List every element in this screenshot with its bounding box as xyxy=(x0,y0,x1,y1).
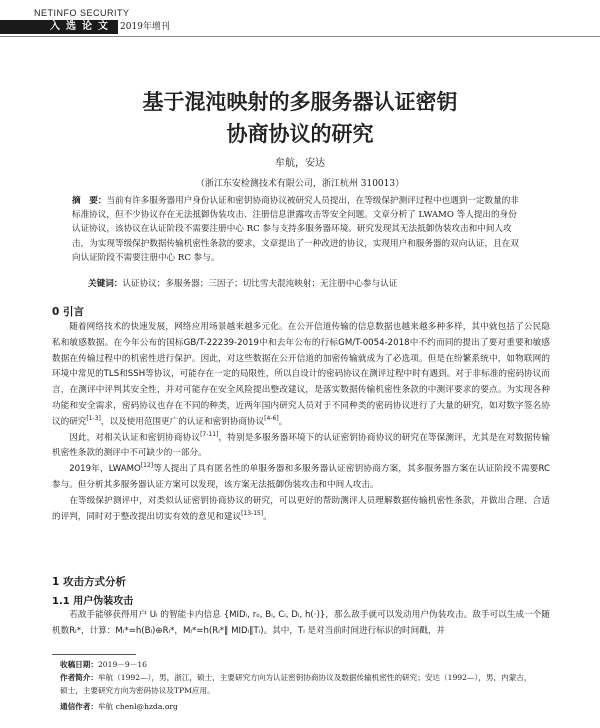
header-divider xyxy=(0,36,600,37)
footnote-divider xyxy=(52,654,136,655)
issue-label: 2019年增刊 xyxy=(120,22,170,32)
paragraph-3: 2019年，LWAMO[12]等人提出了具有匿名性的单服务器和多服务器认证密钥协商方案，其多服务器方案在认证阶段不需要RC参与。但分析其多服务器认证方案可以发现，该方案无法抵御伪装攻击和中间人攻击。 xyxy=(52,462,550,490)
citation: [4-6] xyxy=(264,414,279,422)
paper-title-line-2: 协商协议的研究 xyxy=(226,122,374,146)
paragraph-2: 因此，对相关认证和密钥协商协议[7-11]，特别是多服务器环境下的认证密钥协商协议的研究在等保测评，尤其是在对数据传输机密性条款的测评中不可缺少的一部分。 xyxy=(52,430,550,459)
footnote-received: 收稿日期：2019－9－16 xyxy=(60,660,147,669)
paragraph-1: 随着网络技术的快速发展，网络应用场景越来越多元化。在公开信道传输的信息数据也越来越多种多样，其中就包括了公民隐私和敏感数据。在今年公布的国标GB/T-22239-2019中和去年公布的行标GM/T-0054-2018中不约而同的提出了要对重要和敏感数据在传输过程中的机密性进行保护。因此，对这些数据在公开信道的加密传输就成为了必选项。但是在纷繁系统中，如物联网的环境中常见的TLS和SSH等协议，可能存在一定的局限性，所以自设计的密码协议在测评过程中时有遇到。对于非标准的密码协议而言，在测评中评判其安全性，并对可能存在安全风险提出整改建议，是落实数据传输机密性条款的中测评要求的要点。为实现各种功能和安全需求，密码协议也存在不同的种类，近两年国内研究人员对于不同种类的密码协议进行了大量的研究，如对数字签名协议的研究[1-3]，以及使用范围更广的认证和密钥协商协议[4-6]。 xyxy=(52,322,550,427)
keywords xyxy=(88,278,524,291)
body-text-intro xyxy=(52,320,550,525)
journal-name: NETINFO SECURITY xyxy=(34,8,130,18)
citation: [13-15] xyxy=(241,509,264,517)
affiliation: （浙江东安检测技术有限公司，浙江杭州 310013） xyxy=(195,179,405,189)
footnote-author-bio: 作者简介：牟航（1992—），男，浙江，硕士，主要研究方向为认证密钥协商协议及数据传输机密性的研究；安达（1992—），男，内蒙古，硕士，主要研究方向为密码协议及TPM应用。 xyxy=(60,673,532,695)
abstract xyxy=(72,194,524,265)
heading-introduction: 0 引言 xyxy=(52,306,84,318)
citation: [7-11] xyxy=(200,430,219,438)
abstract-label: 摘 要： xyxy=(72,196,107,206)
paragraph-5: 若敌手能够获得用户 Uᵢ 的智能卡内信息 {MIDᵢ, rₒ, Bᵢ, Cᵢ, Dᵢ, h(·)}，那么敌手就可以发动用户伪装攻击。敌手可以生成一个随机数Rᵢ*，计算：Mᵢ*=h(Bᵢ)⊕Rᵢ*，Mᵢ*=h(Rᵢ*‖ MIDᵢ‖Tᵢ)。其中，Tᵢ 是对当前时间进行标识的时间戳，并 xyxy=(52,610,550,636)
heading-section-1-1: 1.1 用户伪装攻击 xyxy=(52,596,134,607)
section-label: 入选论文 xyxy=(0,20,118,34)
paper-title-line-1: 基于混沌映射的多服务器认证密钥 xyxy=(142,90,458,114)
paragraph-4: 在等级保护测评中，对类似认证密钥协商协议的研究，可以更好的帮助测评人员理解数据传输机密性条款，并做出合理、合适的评判，同时对于整改提出切实有效的意见和建议[13-15]。 xyxy=(52,495,550,522)
citation: [1-3] xyxy=(86,414,101,422)
keywords-text: 认证协议；多服务器；三因子；切比雪夫混沌映射；无注册中心参与认证 xyxy=(122,279,398,289)
keywords-label: 关键词： xyxy=(88,279,123,289)
authors: 牟航，安达 xyxy=(275,158,325,169)
citation: [12] xyxy=(140,462,154,470)
page-header xyxy=(0,0,600,42)
heading-section-1: 1 攻击方式分析 xyxy=(52,576,126,588)
footnote-contact: 通信作者：牟航 chenl@hzda.org xyxy=(60,702,178,711)
abstract-text: 当前有许多服务器用户身份认证和密钥协商协议被研究人员提出，在等级保护测评过程中也遇到一定数量的非标准协议，但不少协议存在无法抵御伪装攻击、注册信息泄露攻击等安全问题。文章分析了 LWAMO 等人提出的身份认证协议，该协议在认证阶段不需要注册中心 RC 参与支持多服务器环境。研究发现其无法抵御伪装攻击和中间人攻击，为实现等级保护数据传输机密性条款的要求，文章提出了一种改进的协议，实现用户和服务器的双向认证，且在双向认证阶段不需要注册中心 RC 参与。 xyxy=(72,196,519,263)
